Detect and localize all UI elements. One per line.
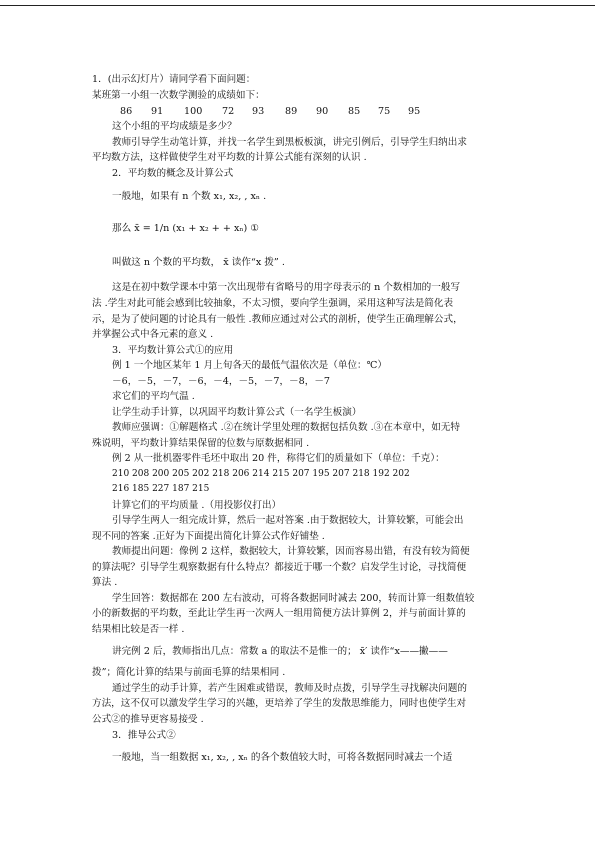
text-line: 某班第一小组一次数学测验的成绩如下： (92, 90, 265, 101)
example-line: 例 2 从一批机器零件毛坯中取出 20 件，称得它们的质量如下（单位：千克）： (112, 453, 445, 464)
score-value: 93 (252, 106, 265, 117)
score-value: 95 (408, 106, 421, 117)
text-line: 一般地，如果有 n 个数 x₁, x₂, , xₙ . (112, 191, 267, 202)
text-line: 讲完例 2 后，教师指出几点：常数 a 的取法不是惟一的； x̄′ 读作“x——撇—— (112, 646, 448, 657)
text-line: 教师引导学生动笔计算，并找一名学生到黑板板演，讲完引例后，引导学生归纳出求 (112, 137, 467, 148)
section-heading: 3．推导公式② (112, 730, 176, 741)
formula-line: 那么 x̄ = 1/n (x₁ + x₂ + + xₙ) ① (112, 223, 259, 234)
example-line: 例 1 一个地区某年 1 月上旬各天的最低气温依次是（单位：℃） (112, 360, 387, 371)
text-line: 教师应强调：①解题格式 .②在统计学里处理的数据包括负数 .③在本章中，如无特 (112, 422, 460, 433)
text-line: 让学生动手计算，以巩固平均数计算公式（一名学生板演） (112, 407, 362, 418)
text-line: 教师提出问题：像例 2 这样，数据较大，计算较繁，因而容易出错，有没有较为简便 (112, 546, 470, 557)
text-line: 结果相比较是否一样 . (92, 624, 185, 635)
score-value: 86 (120, 106, 133, 117)
text-line: 叫做这 n 个数的平均数， x̄ 读作“x 拨” . (112, 257, 285, 268)
data-line: 210 208 200 205 202 218 206 214 215 207 195 207 218 192 202 (112, 469, 410, 479)
text-line: 示，是为了使问题的讨论具有一般性 .教师应通过对公式的剖析，使学生正确理解公式， (92, 314, 463, 325)
text-line: 这是在初中数学课本中第一次出现带有省略号的用字母表示的 n 个数相加的一般写 (112, 282, 461, 293)
score-value: 85 (348, 106, 361, 117)
score-value: 90 (316, 106, 329, 117)
section-heading: 2．平均数的概念及计算公式 (112, 168, 234, 179)
text-line: 一般地，当一组数据 x₁, x₂, , xₙ 的各个数值较大时，可将各数据同时减去一个适 (112, 752, 453, 763)
text-line: 引导学生两人一组完成计算，然后一起对答案 .由于数据较大，计算较繁，可能会出 (112, 515, 464, 526)
score-value: 75 (378, 106, 391, 117)
text-line: 学生回答：数据都在 200 左右波动，可将各数据同时减去 200，转而计算一组数值较 (112, 593, 475, 604)
text-line: 公式②的推导更容易接受 . (92, 714, 204, 725)
text-line: 并掌握公式中各元素的意义 . (92, 329, 214, 340)
text-line: 通过学生的动手计算，若产生困难或错误，教师及时点拨，引导学生寻找解决问题的 (112, 683, 467, 694)
section-heading: 3．平均数计算公式①的应用 (112, 345, 234, 356)
text-line: 计算它们的平均质量 .（用投影仪打出） (112, 500, 282, 511)
text-line: 算法 . (92, 577, 118, 588)
text-line: 的算法呢？引导学生观察数据有什么特点？都接近于哪一个数？启发学生讨论，寻找简便 (92, 562, 467, 573)
data-line: －6，－5，－7，－6，－4，－5，－7，－8，－7 (112, 376, 331, 387)
text-line: 1．(出示幻灯片）请同学看下面问题： (92, 74, 256, 85)
text-line: 平均数方法，这样做使学生对平均数的计算公式能有深刻的认识 . (92, 152, 367, 163)
score-value: 91 (151, 106, 164, 117)
score-value: 100 (184, 106, 203, 117)
text-line: 小的新数据的平均数，至此让学生再一次两人一组用简便方法计算例 2，并与前面计算的 (92, 608, 466, 619)
text-line: 求它们的平均气温 . (112, 391, 195, 402)
text-line: 殊说明，平均数计算结果保留的位数与原数据相同 . (92, 438, 310, 449)
score-value: 72 (222, 106, 235, 117)
text-line: 法 .学生对此可能会感到比较抽象，不太习惯，要向学生强调，采用这种写法是简化表 (92, 298, 454, 309)
header-rule (0, 5, 595, 6)
text-line: 方法，这不仅可以激发学生学习的兴趣，更培养了学生的发散思维能力，同时也使学生对 (92, 698, 467, 709)
data-line: 216 185 227 187 215 (112, 484, 210, 494)
text-line: 这个小组的平均成绩是多少？ (112, 121, 237, 132)
score-value: 89 (285, 106, 298, 117)
text-line: 现不同的答案 .正好为下面提出简化计算公式作好铺垫 . (92, 531, 325, 542)
text-line: 拨”；简化计算的结果与前面毛算的结果相同 . (92, 667, 286, 678)
